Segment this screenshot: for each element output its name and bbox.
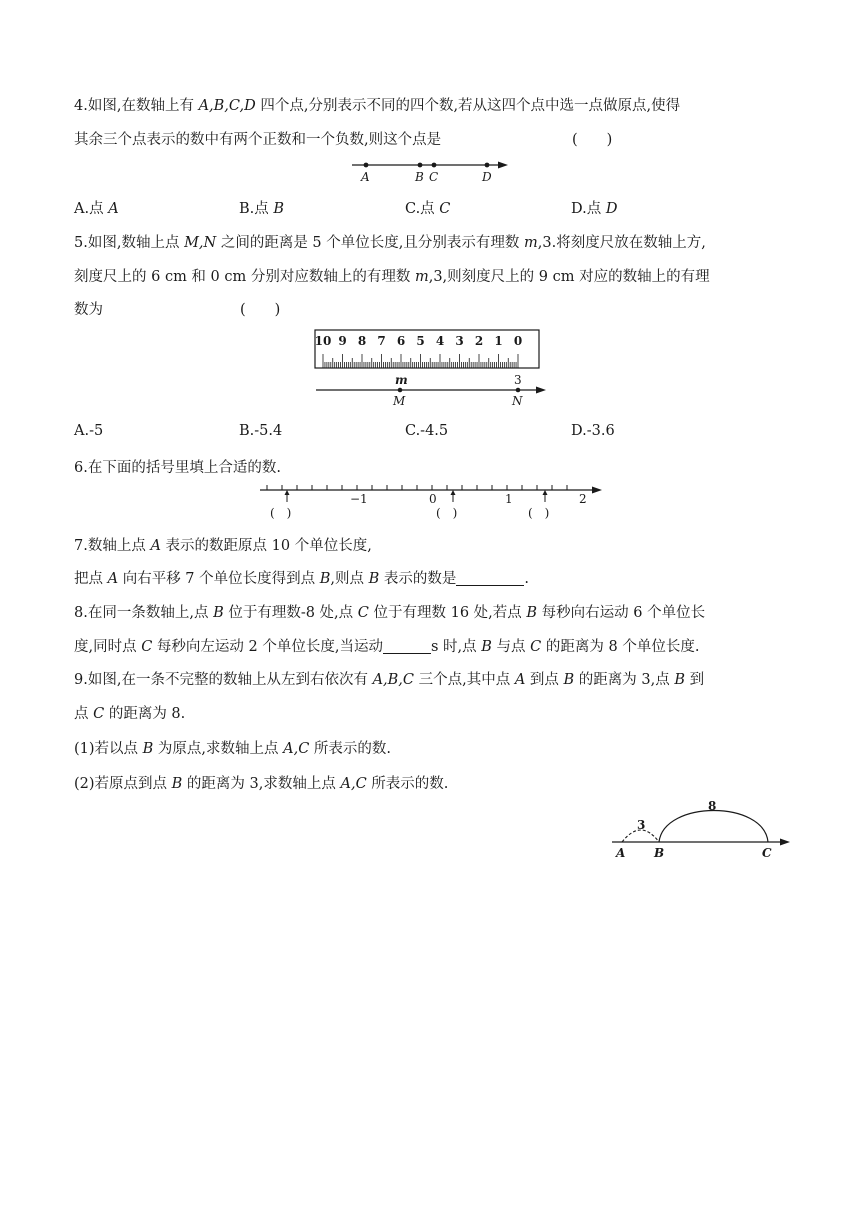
q6-axis-arrow: [592, 487, 602, 494]
q6-ticks: [267, 485, 567, 490]
q9-label-c: C: [762, 846, 772, 860]
q6-tick-label-2: 2: [579, 492, 587, 506]
q4-option-b[interactable]: B.点 B: [239, 201, 285, 217]
q4-option-a[interactable]: A.点 A: [74, 201, 119, 217]
q4-label-d: D: [482, 170, 492, 184]
q5-option-c[interactable]: C.-4.5: [405, 423, 449, 439]
ruler-number: 0: [513, 334, 523, 348]
q4-stem-line2: 其余三个点表示的数中有两个正数和一个负数,则这个点是: [74, 132, 442, 148]
ruler-number: 1: [494, 334, 503, 348]
q8-stem-line1: 8.在同一条数轴上,点 B 位于有理数-8 处,点 C 位于有理数 16 处,若点 B 每秒向右运动 6 个单位长: [74, 605, 706, 621]
q6-tick-label-neg1: −1: [350, 492, 368, 506]
q5-label-m-top: m: [395, 373, 408, 387]
q4-point-d: [485, 163, 490, 168]
q4-label-a: A: [361, 170, 370, 184]
ruler-number: 3: [455, 334, 464, 348]
q4-option-c[interactable]: C.点 C: [405, 201, 451, 217]
q4-axis-arrow: [498, 162, 508, 169]
q4-label-b: B: [415, 170, 424, 184]
q6-arrow-1: [285, 490, 290, 502]
ruler-number: 9: [338, 334, 347, 348]
q6-tick-label-0: 0: [429, 492, 437, 506]
q4-stem-line1: 4.如图,在数轴上有 A,B,C,D 四个点,分别表示不同的四个数,若从这四个点中选一点做原点,使得: [74, 98, 681, 114]
q6-blank-2[interactable]: ( ): [436, 506, 458, 520]
q9-figure: [606, 796, 796, 862]
q5-option-b[interactable]: B.-5.4: [239, 423, 283, 439]
q9-dist-bc: 8: [708, 799, 717, 813]
q9-sub-question-1: (1)若以点 B 为原点,求数轴上点 A,C 所表示的数.: [74, 741, 392, 757]
q6-arrow-2: [451, 490, 456, 502]
q9-sub-question-2: (2)若原点到点 B 的距离为 3,求数轴上点 A,C 所表示的数.: [74, 776, 449, 792]
q4-point-b: [418, 163, 423, 168]
q6-tick-label-1: 1: [505, 492, 513, 506]
q5-axis-arrow: [536, 387, 546, 394]
q4-point-a: [364, 163, 369, 168]
q5-label-n: N: [512, 394, 523, 408]
q5-option-d[interactable]: D.-3.6: [571, 423, 615, 439]
q6-blank-1[interactable]: ( ): [270, 506, 292, 520]
q6-stem: 6.在下面的括号里填上合适的数.: [74, 460, 281, 476]
q4-answer-paren: ( ): [572, 132, 613, 148]
q5-label-3-top: 3: [514, 373, 522, 387]
q5-label-m: M: [393, 394, 406, 408]
q5-answer-paren: ( ): [240, 302, 281, 318]
q7-stem-line1: 7.数轴上点 A 表示的数距原点 10 个单位长度,: [74, 538, 372, 554]
q4-option-d[interactable]: D.点 D: [571, 201, 618, 217]
q5-point-n: [516, 388, 521, 393]
q5-stem-line2: 刻度尺上的 6 cm 和 0 cm 分别对应数轴上的有理数 m,3,则刻度尺上的 9 cm 对应的数轴上的有理: [74, 269, 710, 285]
q9-axis-arrow: [780, 839, 790, 846]
ruler-number: 6: [396, 334, 406, 348]
q4-point-c: [432, 163, 437, 168]
q5-stem-line1: 5.如图,数轴上点 M,N 之间的距离是 5 个单位长度,且分别表示有理数 m,3.将刻度尺放在数轴上方,: [74, 235, 706, 251]
q9-arc-bc: [659, 811, 768, 843]
q4-label-c: C: [429, 170, 439, 184]
ruler-number: 8: [357, 334, 367, 348]
ruler-number: 4: [435, 334, 445, 348]
q9-label-a: A: [616, 846, 626, 860]
q5-option-a[interactable]: A.-5: [74, 423, 104, 439]
q6-number-line: [254, 478, 606, 522]
q4-number-line: [348, 156, 514, 184]
q6-arrow-3: [543, 490, 548, 502]
q9-label-b: B: [654, 846, 665, 860]
ruler-number: 7: [377, 334, 386, 348]
q5-stem-line3: 数为: [74, 302, 103, 318]
q9-dist-ab: 3: [637, 818, 646, 832]
ruler-number: 2: [474, 334, 484, 348]
q9-stem-line2: 点 C 的距离为 8.: [74, 706, 186, 722]
q7-answer-blank[interactable]: [456, 571, 524, 586]
q5-ruler-figure: [310, 326, 550, 410]
ruler-number: 10: [314, 334, 332, 348]
q5-point-m: [398, 388, 403, 393]
q9-stem-line1: 9.如图,在一条不完整的数轴上从左到右依次有 A,B,C 三个点,其中点 A 到点 B 的距离为 3,点 B 到: [74, 672, 705, 688]
ruler-number: 5: [416, 334, 425, 348]
q8-answer-blank[interactable]: [383, 639, 431, 654]
q8-stem-line2: 度,同时点 C 每秒向左运动 2 个单位长度,当运动 s 时,点 B 与点 C 的距离为 8 个单位长度.: [74, 639, 700, 655]
q7-stem-line2: 把点 A 向右平移 7 个单位长度得到点 B,则点 B 表示的数是 .: [74, 571, 530, 587]
q6-blank-3[interactable]: ( ): [528, 506, 550, 520]
